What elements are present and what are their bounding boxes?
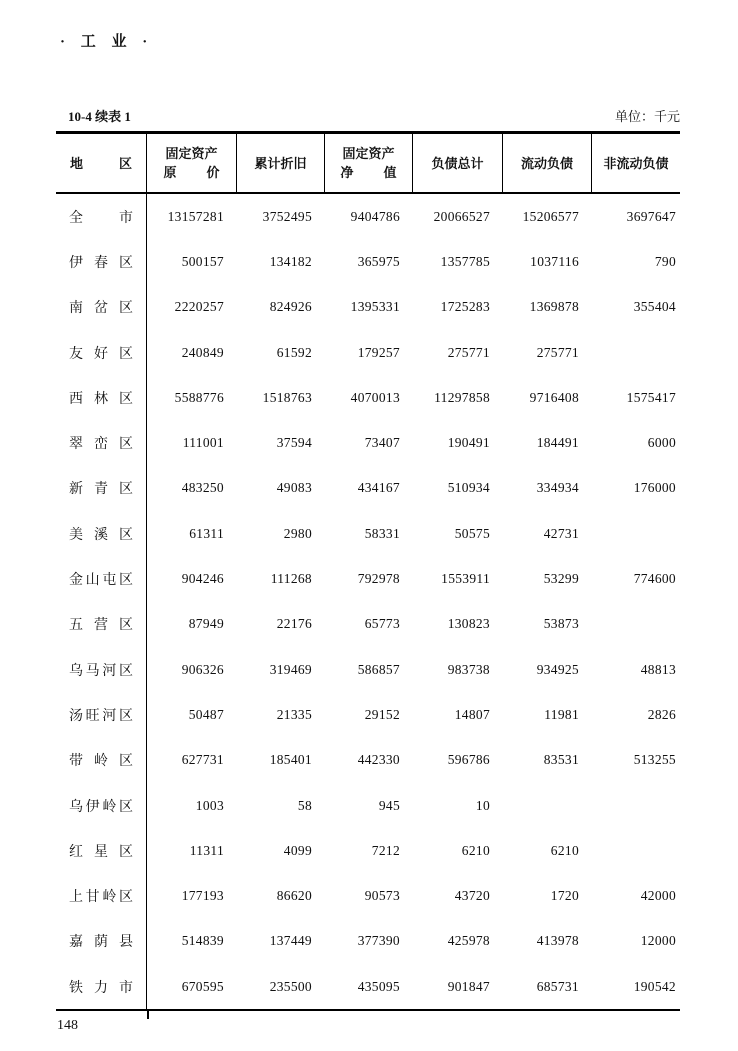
value-cell: 53873: [543, 616, 579, 632]
value-cell: 49083: [276, 480, 312, 496]
value-cell: 6000: [647, 435, 676, 451]
region-name: 全市: [69, 210, 133, 226]
table-row: [56, 511, 680, 556]
value-cell: 90573: [364, 888, 400, 904]
table-row: [56, 602, 680, 647]
value-cell: 513255: [633, 752, 676, 768]
value-cell: 240849: [181, 344, 224, 360]
region-cell: [56, 738, 147, 783]
value-cell: 43720: [454, 888, 490, 904]
page-number: 148: [57, 1018, 78, 1033]
value-cell: 4070013: [350, 389, 400, 405]
value-cell: 3697647: [626, 208, 676, 224]
region-name: 带岭区: [69, 754, 133, 770]
column-header-label-line2: 原价: [163, 165, 220, 180]
value-cell: 6210: [461, 842, 490, 858]
value-cell: 275771: [447, 344, 490, 360]
value-cell: 50575: [454, 525, 490, 541]
unit-label: 单位：千元: [614, 109, 680, 124]
value-cell: 2220257: [174, 299, 224, 315]
table-body: [56, 194, 680, 1009]
value-cell: 774600: [633, 571, 676, 587]
value-cell: 514839: [181, 933, 224, 949]
column-header-fixed-assets-net: [325, 134, 413, 192]
value-cell: 3752495: [262, 208, 312, 224]
value-cell: 510934: [447, 480, 490, 496]
column-header-label: 累计折旧: [254, 155, 307, 171]
value-cell: 37594: [276, 435, 312, 451]
value-cell: 500157: [181, 253, 224, 269]
value-cell: 176000: [633, 480, 676, 496]
region-cell: [56, 511, 147, 556]
value-cell: 1369878: [529, 299, 579, 315]
value-cell: 824926: [269, 299, 312, 315]
region-cell: [56, 828, 147, 873]
table-row: [56, 194, 680, 239]
value-cell: 901847: [447, 978, 490, 994]
table-row: [56, 556, 680, 601]
region-cell: [56, 239, 147, 284]
table-row: [56, 375, 680, 420]
value-cell: 9716408: [529, 389, 579, 405]
region-name: 红星区: [69, 844, 133, 860]
table-row: [56, 692, 680, 737]
value-cell: 413978: [536, 933, 579, 949]
value-cell: 434167: [357, 480, 400, 496]
value-cell: 190542: [633, 978, 676, 994]
value-cell: 1720: [550, 888, 579, 904]
region-cell: [56, 919, 147, 964]
value-cell: 65773: [364, 616, 400, 632]
region-cell: [56, 647, 147, 692]
region-name: 南岔区: [69, 301, 133, 317]
value-cell: 1553911: [441, 571, 490, 587]
value-cell: 9404786: [350, 208, 400, 224]
value-cell: 425978: [447, 933, 490, 949]
column-header-region: [56, 134, 147, 192]
column-header-label-line1: 固定资产: [342, 146, 395, 161]
value-cell: 83531: [543, 752, 579, 768]
value-cell: 1395331: [350, 299, 400, 315]
value-cell: 10: [475, 797, 490, 813]
region-name: 上甘岭区: [69, 890, 133, 906]
value-cell: 29152: [364, 706, 400, 722]
value-cell: 179257: [357, 344, 400, 360]
value-cell: 1725283: [440, 299, 490, 315]
value-cell: 87949: [188, 616, 224, 632]
value-cell: 11311: [189, 842, 224, 858]
region-name: 西林区: [69, 391, 133, 407]
region-name: 五营区: [69, 618, 133, 634]
value-cell: 42000: [640, 888, 676, 904]
region-cell: [56, 556, 147, 601]
value-cell: 1357785: [440, 253, 490, 269]
column-divider-tick: [147, 1009, 149, 1019]
column-header-label-line2: 净值: [340, 165, 397, 180]
region-cell: [56, 194, 147, 239]
value-cell: 177193: [181, 888, 224, 904]
column-header-accumulated-depreciation: [237, 134, 325, 192]
value-cell: 111001: [182, 435, 224, 451]
value-cell: 792978: [357, 571, 400, 587]
value-cell: 483250: [181, 480, 224, 496]
value-cell: 11297858: [434, 389, 490, 405]
region-cell: [56, 692, 147, 737]
table-row: [56, 919, 680, 964]
region-cell: [56, 420, 147, 465]
value-cell: 596786: [447, 752, 490, 768]
value-cell: 6210: [550, 842, 579, 858]
region-name: 金山屯区: [69, 573, 133, 589]
table-row: [56, 738, 680, 783]
value-cell: 2980: [283, 525, 312, 541]
value-cell: 13157281: [167, 208, 224, 224]
value-cell: 111268: [270, 571, 312, 587]
table-row: [56, 828, 680, 873]
value-cell: 11981: [544, 706, 579, 722]
column-header-label: 流动负债: [520, 155, 573, 171]
region-cell: [56, 330, 147, 375]
value-cell: 58: [297, 797, 312, 813]
region-name: 美溪区: [69, 527, 133, 543]
region-name: 嘉荫县: [69, 935, 133, 951]
value-cell: 5588776: [174, 389, 224, 405]
table-row: [56, 330, 680, 375]
table-row: [56, 466, 680, 511]
value-cell: 134182: [269, 253, 312, 269]
value-cell: 235500: [269, 978, 312, 994]
value-cell: 904246: [181, 571, 224, 587]
value-cell: 1575417: [626, 389, 676, 405]
value-cell: 14807: [454, 706, 490, 722]
value-cell: 442330: [357, 752, 400, 768]
table-row: [56, 285, 680, 330]
region-cell: [56, 964, 147, 1009]
table-row: [56, 783, 680, 828]
table-row: [56, 647, 680, 692]
value-cell: 50487: [188, 706, 224, 722]
value-cell: 130823: [447, 616, 490, 632]
column-header-fixed-assets-original: [147, 134, 237, 192]
region-cell: [56, 873, 147, 918]
table-row: [56, 873, 680, 918]
value-cell: 685731: [536, 978, 579, 994]
value-cell: 53299: [543, 571, 579, 587]
region-name: 乌马河区: [69, 663, 133, 679]
region-cell: [56, 783, 147, 828]
value-cell: 275771: [536, 344, 579, 360]
value-cell: 670595: [181, 978, 224, 994]
value-cell: 190491: [447, 435, 490, 451]
value-cell: 73407: [364, 435, 400, 451]
column-header-current-liabilities: [503, 134, 592, 192]
value-cell: 61592: [276, 344, 312, 360]
section-header: · 工 业 ·: [60, 34, 154, 50]
value-cell: 48813: [640, 661, 676, 677]
value-cell: 983738: [447, 661, 490, 677]
value-cell: 42731: [543, 525, 579, 541]
column-header-label: 地区: [70, 155, 132, 171]
region-name: 伊春区: [69, 255, 133, 271]
region-cell: [56, 466, 147, 511]
value-cell: 61311: [189, 525, 224, 541]
region-name: 铁力市: [69, 980, 133, 996]
value-cell: 15206577: [522, 208, 579, 224]
table-header-row: [56, 134, 680, 194]
table-row: [56, 239, 680, 284]
region-name: 新青区: [69, 482, 133, 498]
value-cell: 21335: [276, 706, 312, 722]
value-cell: 334934: [536, 480, 579, 496]
column-header-label: 负债总计: [431, 155, 484, 171]
region-name: 汤旺河区: [69, 708, 133, 724]
value-cell: 627731: [181, 752, 224, 768]
value-cell: 22176: [276, 616, 312, 632]
column-header-label-line1: 固定资产: [165, 146, 218, 161]
statistics-table: [56, 131, 680, 1011]
value-cell: 377390: [357, 933, 400, 949]
value-cell: 1003: [195, 797, 224, 813]
value-cell: 58331: [364, 525, 400, 541]
region-name: 友好区: [69, 346, 133, 362]
region-name: 翠峦区: [69, 437, 133, 453]
value-cell: 12000: [640, 933, 676, 949]
value-cell: 2826: [647, 706, 676, 722]
value-cell: 906326: [181, 661, 224, 677]
column-header-label: 非流动负债: [603, 155, 669, 171]
value-cell: 185401: [269, 752, 312, 768]
table-row: [56, 420, 680, 465]
value-cell: 790: [654, 253, 676, 269]
table-number-label: 10-4 续表 1: [68, 109, 131, 124]
value-cell: 586857: [357, 661, 400, 677]
region-cell: [56, 375, 147, 420]
region-cell: [56, 602, 147, 647]
value-cell: 435095: [357, 978, 400, 994]
value-cell: 184491: [536, 435, 579, 451]
value-cell: 365975: [357, 253, 400, 269]
value-cell: 4099: [283, 842, 312, 858]
value-cell: 945: [378, 797, 400, 813]
value-cell: 20066527: [433, 208, 490, 224]
value-cell: 137449: [269, 933, 312, 949]
value-cell: 1518763: [262, 389, 312, 405]
value-cell: 934925: [536, 661, 579, 677]
value-cell: 86620: [276, 888, 312, 904]
table-caption-row: [56, 106, 680, 125]
value-cell: 319469: [269, 661, 312, 677]
value-cell: 7212: [371, 842, 400, 858]
region-cell: [56, 285, 147, 330]
region-name: 乌伊岭区: [69, 799, 133, 815]
column-header-total-liabilities: [413, 134, 503, 192]
value-cell: 355404: [633, 299, 676, 315]
column-header-noncurrent-liabilities: [592, 134, 680, 192]
value-cell: 1037116: [530, 253, 579, 269]
table-row: [56, 964, 680, 1009]
